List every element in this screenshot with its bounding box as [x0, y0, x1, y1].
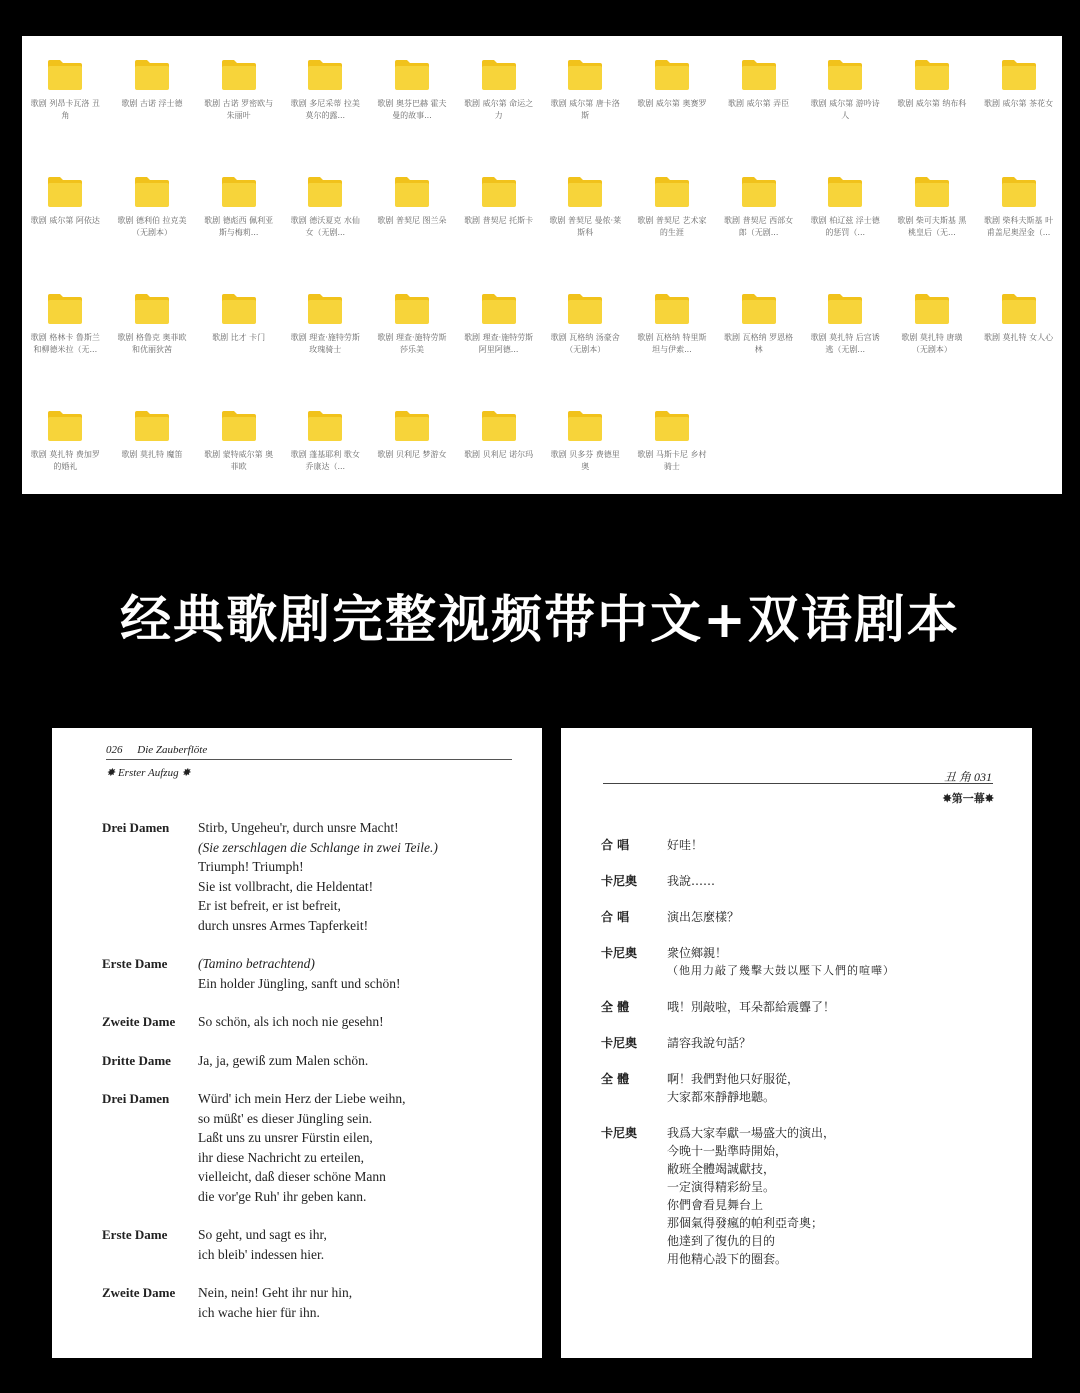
folder-item[interactable]	[455, 292, 542, 409]
page-number: 026	[106, 744, 123, 756]
folder-icon	[653, 175, 691, 209]
dialogue-entry	[102, 954, 522, 993]
folder-label: 歌剧 普契尼 曼侬·莱斯科	[549, 216, 622, 237]
dialogue-line: durch unsres Armes Tapferkeit!	[198, 917, 369, 933]
folder-item[interactable]	[195, 409, 282, 526]
folder-item[interactable]	[22, 175, 109, 292]
dialogue-line: So schön, als ich noch nie gesehn!	[198, 1014, 384, 1029]
folder-icon	[913, 292, 951, 326]
folder-icon	[913, 58, 951, 92]
libretto-body	[102, 818, 522, 1341]
folder-item[interactable]	[369, 175, 456, 292]
dialogue-line: 你們會看見舞台上	[667, 1198, 764, 1212]
folder-item[interactable]	[802, 58, 889, 175]
dialogue-line: 演出怎麼樣？	[667, 910, 740, 924]
folder-label: 歌剧 马斯卡尼 乡村骑士	[637, 450, 707, 471]
dialogue-line: 我說……	[667, 874, 716, 888]
dialogue-line: die vor'ge Ruh' ihr geben kann.	[198, 1188, 367, 1204]
folder-label: 歌剧 贝利尼 诺尔玛	[464, 450, 534, 459]
dialogue-entry	[601, 836, 1011, 854]
folder-item[interactable]	[629, 292, 716, 409]
stage-direction: (Sie zerschlagen die Schlange in zwei Teile.)	[198, 839, 438, 855]
dialogue-entry	[601, 908, 1011, 926]
dialogue-line: Stirb, Ungeheu'r, durch unsre Macht!	[198, 820, 399, 835]
folder-icon	[133, 292, 171, 326]
folder-icon	[306, 175, 344, 209]
speaker-name: Erste Dame	[102, 1227, 168, 1242]
dialogue-line: ich bleib' indessen hier.	[198, 1246, 325, 1262]
dialogue-entry	[102, 1012, 522, 1032]
dialogue-entry	[601, 1034, 1011, 1052]
folder-item[interactable]	[715, 292, 802, 409]
dialogue-line: 用他精心設下的圈套。	[667, 1252, 788, 1266]
folder-label: 歌剧 莫扎特 唐璜（无剧本）	[901, 333, 963, 354]
folder-icon	[306, 292, 344, 326]
folder-item[interactable]	[282, 409, 369, 526]
folder-item[interactable]	[109, 58, 196, 175]
folder-item[interactable]	[542, 58, 629, 175]
folder-label: 歌剧 多尼采蒂 拉美莫尔的露...	[290, 99, 360, 120]
folder-item[interactable]	[109, 409, 196, 526]
dialogue-lines	[667, 1070, 799, 1106]
dialogue-line: 今晚十一點準時開始，	[667, 1144, 788, 1158]
folder-label: 歌剧 普契尼 托斯卡	[464, 216, 534, 225]
dialogue-line: 一定演得精彩紛呈。	[667, 1180, 776, 1194]
dialogue-lines	[198, 954, 400, 993]
folder-icon	[566, 292, 604, 326]
folder-label: 歌剧 比才 卡门	[212, 333, 266, 342]
folder-icon	[566, 175, 604, 209]
folder-label: 歌剧 德彪西 佩利亚斯与梅莉...	[204, 216, 274, 237]
dialogue-line: Laßt uns zu unsrer Fürstin eilen,	[198, 1130, 373, 1145]
speaker-name: 全 體	[601, 1072, 630, 1086]
page-header: 丑 角 031	[943, 770, 992, 784]
folder-item[interactable]	[542, 175, 629, 292]
folder-label: 歌剧 德沃夏克 水仙女（无剧...	[290, 216, 360, 237]
folder-label: 歌剧 普契尼 西部女郎（无剧...	[724, 216, 794, 237]
dialogue-lines	[198, 1012, 384, 1032]
dialogue-line: Ein holder Jüngling, sanft und schön!	[198, 975, 401, 991]
folder-icon	[306, 409, 344, 443]
folder-icon	[306, 58, 344, 92]
libretto-body	[601, 836, 1011, 1286]
opera-title: Die Zauberflöte	[137, 744, 208, 756]
folder-icon	[653, 292, 691, 326]
dialogue-line: 我爲大家奉獻一場盛大的演出，	[667, 1126, 836, 1140]
folder-item[interactable]	[629, 409, 716, 526]
folder-icon	[566, 58, 604, 92]
folder-item[interactable]	[629, 175, 716, 292]
folder-item[interactable]	[542, 292, 629, 409]
folder-label: 歌剧 瓦格纳 罗恩格林	[724, 333, 794, 354]
dialogue-line: 衆位鄉親！	[667, 946, 728, 960]
dialogue-entry	[102, 1089, 522, 1206]
folder-item[interactable]	[195, 292, 282, 409]
folder-label: 歌剧 莫扎特 后宫诱逃（无剧...	[810, 333, 880, 354]
dialogue-line: 那個氣得發瘋的帕利亞奇奧；	[667, 1216, 824, 1230]
header-rule	[603, 783, 993, 784]
speaker-name: 卡尼奥	[601, 946, 638, 960]
folder-item[interactable]	[455, 175, 542, 292]
dialogue-line: 啊！我們對他只好服從，	[667, 1072, 800, 1086]
speaker-name: Drei Damen	[102, 820, 170, 835]
folder-label: 歌剧 威尔第 唐卡洛斯	[550, 99, 620, 120]
stage-direction: (Tamino betrachtend)	[198, 956, 315, 971]
dialogue-line: So geht, und sagt es ihr,	[198, 1227, 327, 1242]
folder-icon	[133, 175, 171, 209]
folder-icon	[220, 58, 258, 92]
folder-icon	[220, 292, 258, 326]
folder-icon	[393, 292, 431, 326]
folder-label: 歌剧 理查·施特劳斯 莎乐美	[377, 333, 447, 354]
dialogue-entry	[601, 944, 1011, 980]
folder-item[interactable]	[369, 292, 456, 409]
folder-item[interactable]	[369, 58, 456, 175]
dialogue-line: 他達到了復仇的目的	[667, 1234, 776, 1248]
folder-icon	[133, 58, 171, 92]
dialogue-entry	[102, 1225, 522, 1264]
folder-label: 歌剧 古诺 浮士德	[121, 99, 183, 108]
folder-item[interactable]	[455, 58, 542, 175]
folder-icon	[1000, 58, 1038, 92]
page-header	[106, 744, 512, 760]
folder-item[interactable]	[455, 409, 542, 526]
folder-icon	[653, 409, 691, 443]
dialogue-entry	[102, 1283, 522, 1322]
dialogue-line: Ja, ja, gewiß zum Malen schön.	[198, 1052, 369, 1068]
dialogue-line: vielleicht, daß dieser schöne Mann	[198, 1169, 386, 1184]
folder-label: 歌剧 柏辽兹 浮士德的惩罚（...	[810, 216, 880, 237]
folder-item[interactable]	[542, 409, 629, 526]
dialogue-entry	[601, 1124, 1011, 1268]
folder-label: 歌剧 格鲁克 奥菲欧和优丽狄茜	[117, 333, 187, 354]
dialogue-line: Würd' ich mein Herz der Liebe weihn,	[198, 1091, 406, 1106]
folder-item[interactable]	[889, 175, 976, 292]
folder-label: 歌剧 蓬基耶利 歌女乔康达（...	[290, 450, 360, 471]
dialogue-lines	[667, 872, 715, 890]
folder-label: 歌剧 贝利尼 梦游女	[377, 450, 447, 459]
folder-grid	[22, 58, 1062, 526]
folder-item[interactable]	[975, 292, 1062, 409]
folder-label: 歌剧 列昂卡瓦洛 丑角	[30, 99, 100, 120]
folder-item[interactable]	[109, 175, 196, 292]
dialogue-entry	[102, 1051, 522, 1071]
act-label: ✸ Erster Aufzug ✸	[106, 767, 191, 779]
folder-label: 歌剧 奥芬巴赫 霍夫曼的故事...	[377, 99, 447, 120]
file-browser-panel	[22, 36, 1062, 494]
dialogue-line: 大家都來靜靜地聽。	[667, 1090, 776, 1104]
speaker-name: Zweite Dame	[102, 1014, 176, 1029]
folder-item[interactable]	[369, 409, 456, 526]
folder-item[interactable]	[195, 175, 282, 292]
folder-item[interactable]	[975, 175, 1062, 292]
dialogue-lines	[198, 1089, 405, 1206]
folder-item[interactable]	[715, 175, 802, 292]
folder-label: 歌剧 普契尼 艺术家的生涯	[637, 216, 707, 237]
folder-icon	[133, 409, 171, 443]
dialogue-line: 敝班全體竭誠獻技，	[667, 1162, 776, 1176]
folder-item[interactable]	[889, 58, 976, 175]
folder-label: 歌剧 威尔第 阿依达	[30, 216, 100, 225]
folder-label: 歌剧 莫扎特 费加罗的婚礼	[30, 450, 100, 471]
folder-icon	[740, 292, 778, 326]
folder-item[interactable]	[282, 175, 369, 292]
dialogue-line: 請容我說句話？	[667, 1036, 752, 1050]
dialogue-lines	[667, 944, 895, 980]
folder-label: 歌剧 威尔第 纳布科	[897, 99, 967, 108]
folder-item[interactable]	[22, 58, 109, 175]
dialogue-line: Sie ist vollbracht, die Heldentat!	[198, 878, 374, 894]
folder-item[interactable]	[282, 58, 369, 175]
dialogue-entry	[601, 872, 1011, 890]
folder-icon	[393, 175, 431, 209]
libretto-page-german	[52, 728, 542, 1358]
folder-label: 歌剧 柴可夫斯基 黑桃皇后（无...	[897, 216, 967, 237]
speaker-name: 卡尼奥	[601, 874, 638, 888]
folder-icon	[46, 58, 84, 92]
dialogue-lines	[667, 908, 739, 926]
folder-label: 歌剧 普契尼 图兰朵	[377, 216, 447, 225]
folder-icon	[480, 175, 518, 209]
dialogue-line: Triumph! Triumph!	[198, 859, 304, 874]
dialogue-lines	[667, 1034, 751, 1052]
speaker-name: 卡尼奥	[601, 1036, 638, 1050]
folder-icon	[393, 58, 431, 92]
folder-icon	[480, 58, 518, 92]
speaker-name: 全 體	[601, 1000, 630, 1014]
folder-icon	[220, 175, 258, 209]
folder-label: 歌剧 理查·施特劳斯 阿里阿德...	[464, 333, 534, 354]
dialogue-entry	[601, 998, 1011, 1016]
dialogue-lines	[198, 1051, 368, 1071]
dialogue-line: 好哇！	[667, 838, 704, 852]
folder-icon	[220, 409, 258, 443]
dialogue-line: ich wache hier für ihn.	[198, 1304, 320, 1320]
folder-label: 歌剧 瓦格纳 汤豪舍（无剧本）	[550, 333, 620, 354]
folder-icon	[826, 175, 864, 209]
folder-icon	[393, 409, 431, 443]
folder-label: 歌剧 莫扎特 女人心	[984, 333, 1054, 342]
folder-label: 歌剧 威尔第 茶花女	[984, 99, 1054, 108]
speaker-name: Zweite Dame	[102, 1285, 176, 1300]
folder-item[interactable]	[975, 58, 1062, 175]
folder-item[interactable]	[715, 58, 802, 175]
folder-item[interactable]	[22, 409, 109, 526]
stage-direction: （他用力敲了幾擊大鼓以壓下人們的喧嘩）	[667, 964, 895, 977]
folder-label: 歌剧 瓦格纳 特里斯坦与伊索...	[637, 333, 707, 354]
folder-icon	[1000, 292, 1038, 326]
folder-label: 歌剧 威尔第 弄臣	[728, 99, 790, 108]
libretto-page-chinese	[561, 728, 1032, 1358]
folder-icon	[740, 175, 778, 209]
folder-item[interactable]	[282, 292, 369, 409]
folder-label: 歌剧 蒙特威尔第 奥菲欧	[204, 450, 274, 471]
dialogue-line: 哦！別敲啦，耳朵都給震聾了！	[667, 1000, 836, 1014]
folder-icon	[46, 175, 84, 209]
folder-label: 歌剧 格林卡 鲁斯兰和柳德米拉（无...	[30, 333, 100, 354]
folder-icon	[46, 409, 84, 443]
dialogue-entry	[601, 1070, 1011, 1106]
folder-item[interactable]	[629, 58, 716, 175]
folder-icon	[480, 292, 518, 326]
speaker-name: Erste Dame	[102, 956, 168, 971]
dialogue-lines	[198, 1283, 352, 1322]
dialogue-line: Nein, nein! Geht ihr nur hin,	[198, 1285, 353, 1300]
folder-icon	[653, 58, 691, 92]
folder-icon	[46, 292, 84, 326]
speaker-name: Dritte Dame	[102, 1052, 171, 1068]
dialogue-lines	[667, 998, 835, 1016]
folder-icon	[1000, 175, 1038, 209]
folder-label: 歌剧 理查·施特劳斯 玫瑰骑士	[290, 333, 360, 354]
dialogue-lines	[667, 836, 703, 854]
folder-item[interactable]	[22, 292, 109, 409]
dialogue-line: ihr diese Nachricht zu erteilen,	[198, 1149, 365, 1165]
headline: 经典歌剧完整视频带中文+双语剧本	[120, 591, 960, 650]
folder-label: 歌剧 威尔第 奥赛罗	[637, 99, 707, 108]
folder-label: 歌剧 威尔第 命运之力	[464, 99, 534, 120]
speaker-name: 合 唱	[601, 838, 630, 852]
folder-label: 歌剧 柴科夫斯基 叶甫盖尼奥涅金（...	[984, 216, 1054, 237]
speaker-name: Drei Damen	[102, 1091, 170, 1106]
folder-item[interactable]	[889, 292, 976, 409]
folder-label: 歌剧 德利伯 拉克美（无剧本）	[117, 216, 187, 237]
dialogue-lines	[667, 1124, 835, 1268]
dialogue-lines	[198, 1225, 327, 1264]
folder-item[interactable]	[802, 175, 889, 292]
folder-label: 歌剧 贝多芬 费德里奥	[550, 450, 620, 471]
folder-item[interactable]	[802, 292, 889, 409]
folder-item[interactable]	[195, 58, 282, 175]
folder-item[interactable]	[109, 292, 196, 409]
speaker-name: 卡尼奥	[601, 1126, 638, 1140]
act-label: ✸第一幕✸	[942, 793, 994, 805]
folder-label: 歌剧 莫扎特 魔笛	[121, 450, 183, 459]
folder-icon	[740, 58, 778, 92]
folder-label: 歌剧 古诺 罗密欧与朱丽叶	[204, 99, 274, 120]
folder-label: 歌剧 威尔第 游吟诗人	[810, 99, 880, 120]
folder-icon	[826, 58, 864, 92]
dialogue-line: Er ist befreit, er ist befreit,	[198, 898, 341, 913]
folder-icon	[826, 292, 864, 326]
folder-icon	[566, 409, 604, 443]
dialogue-entry	[102, 818, 522, 935]
dialogue-line: so müßt' es dieser Jüngling sein.	[198, 1110, 373, 1126]
folder-icon	[913, 175, 951, 209]
speaker-name: 合 唱	[601, 910, 630, 924]
dialogue-lines	[198, 818, 438, 935]
folder-icon	[480, 409, 518, 443]
